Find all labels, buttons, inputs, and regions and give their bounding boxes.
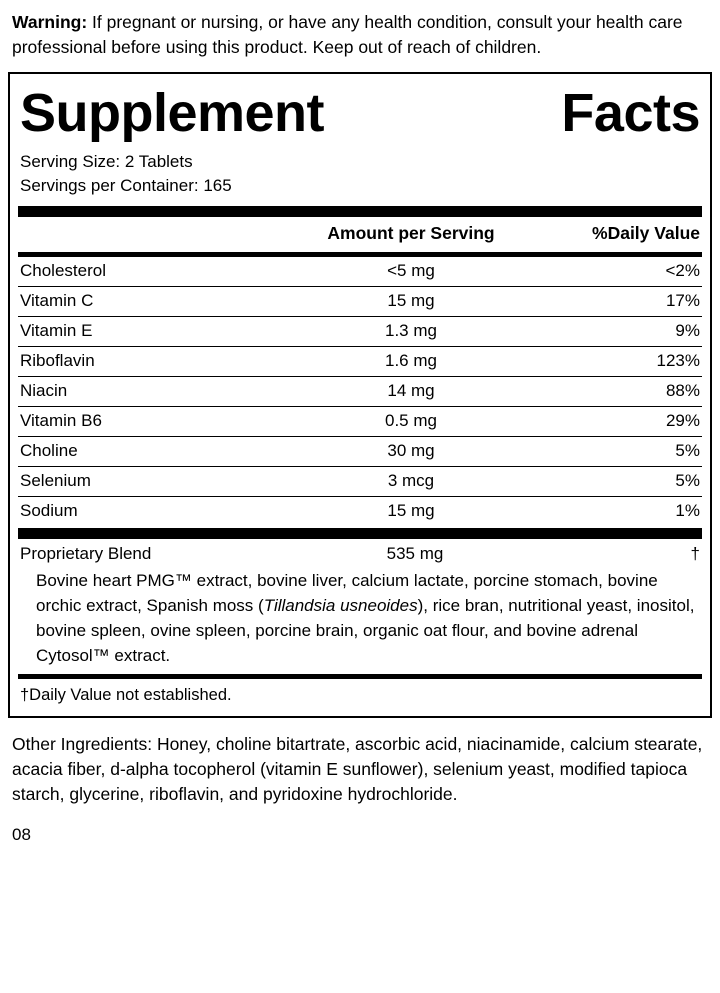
nutrition-rows-table: [18, 257, 702, 526]
warning-block: [8, 0, 712, 72]
row-name: Cholesterol: [20, 261, 106, 280]
row-name: Vitamin C: [18, 287, 304, 317]
supplement-facts-panel: [8, 72, 712, 718]
table-row: [18, 377, 702, 407]
row-amount: 1.6 mg: [304, 347, 518, 377]
table-row: [18, 437, 702, 467]
row-daily-value: 9%: [518, 317, 702, 347]
row-daily-value: 17%: [518, 287, 702, 317]
row-daily-value: 29%: [518, 407, 702, 437]
blend-daily-value: †: [690, 544, 700, 563]
row-name: Sodium: [18, 497, 304, 527]
revision-code: 08: [12, 825, 31, 844]
blend-description: [18, 566, 702, 674]
column-header-amount: Amount per Serving: [327, 223, 495, 243]
table-header-row: [18, 217, 702, 252]
serving-size: Serving Size: 2 Tablets: [20, 152, 193, 171]
row-daily-value: <2%: [665, 261, 700, 280]
blend-amount: 535 mg: [386, 544, 444, 563]
row-amount: 15 mg: [304, 287, 518, 317]
divider-thick-blend: [18, 528, 702, 539]
row-amount: 30 mg: [304, 437, 518, 467]
row-name: Vitamin B6: [18, 407, 304, 437]
row-amount: 0.5 mg: [304, 407, 518, 437]
daily-value-footnote: †Daily Value not established.: [20, 686, 232, 704]
blend-description-part1: Bovine heart PMG™ extract, bovine liver, calcium lactate, porcine stomach, bovine orchic extract, Spanish moss (: [36, 571, 658, 615]
row-name: Riboflavin: [18, 347, 304, 377]
serving-info: [18, 148, 702, 204]
table-row: [18, 257, 702, 287]
supplement-facts-title: [18, 80, 702, 148]
row-name: Niacin: [18, 377, 304, 407]
other-ingredients: Other Ingredients: Honey, choline bitartrate, ascorbic acid, niacinamide, calcium stearate, acacia fiber, d-alpha tocopherol (vitamin E sunflower), selenium yeast, modified tapioca starch, glycerine, riboflavin, and pyridoxine hydrochloride.: [12, 734, 703, 804]
row-amount: 3 mcg: [304, 467, 518, 497]
proprietary-blend-row: [18, 539, 702, 566]
row-daily-value: 5%: [518, 437, 702, 467]
row-daily-value: 5%: [518, 467, 702, 497]
blend-description-latin-name: Tillandsia usneoides: [263, 596, 418, 615]
row-amount: <5 mg: [387, 261, 435, 280]
row-daily-value: 123%: [518, 347, 702, 377]
row-daily-value: 88%: [518, 377, 702, 407]
row-amount: 15 mg: [304, 497, 518, 527]
table-row: [18, 317, 702, 347]
row-name: Selenium: [18, 467, 304, 497]
title-word-supplement: Supplement: [20, 83, 325, 143]
column-header-nutrient: [18, 217, 304, 252]
table-row: [18, 287, 702, 317]
table-row: [18, 347, 702, 377]
servings-per-container: Servings per Container: 165: [20, 176, 232, 195]
blend-description-part2: ), rice bran, nutritional yeast, inositol, bovine spleen, ovine spleen, porcine brain, organic oat flour, and bovine adrenal Cytosol™ extract.: [36, 596, 695, 665]
table-row: [18, 497, 702, 527]
title-word-facts: Facts: [561, 83, 700, 143]
table-row: [18, 467, 702, 497]
row-name: Vitamin E: [18, 317, 304, 347]
row-amount: 1.3 mg: [304, 317, 518, 347]
column-header-daily-value: %Daily Value: [592, 223, 700, 243]
row-daily-value: 1%: [518, 497, 702, 527]
row-name: Choline: [18, 437, 304, 467]
nutrition-table: [18, 217, 702, 252]
blend-name: Proprietary Blend: [20, 544, 152, 563]
table-row: [18, 407, 702, 437]
row-amount: 14 mg: [304, 377, 518, 407]
divider-thick-top: [18, 206, 702, 217]
warning-text: If pregnant or nursing, or have any health condition, consult your health care professional before using this product. Keep out of reach of children.: [12, 12, 683, 57]
warning-label: Warning:: [12, 12, 88, 32]
